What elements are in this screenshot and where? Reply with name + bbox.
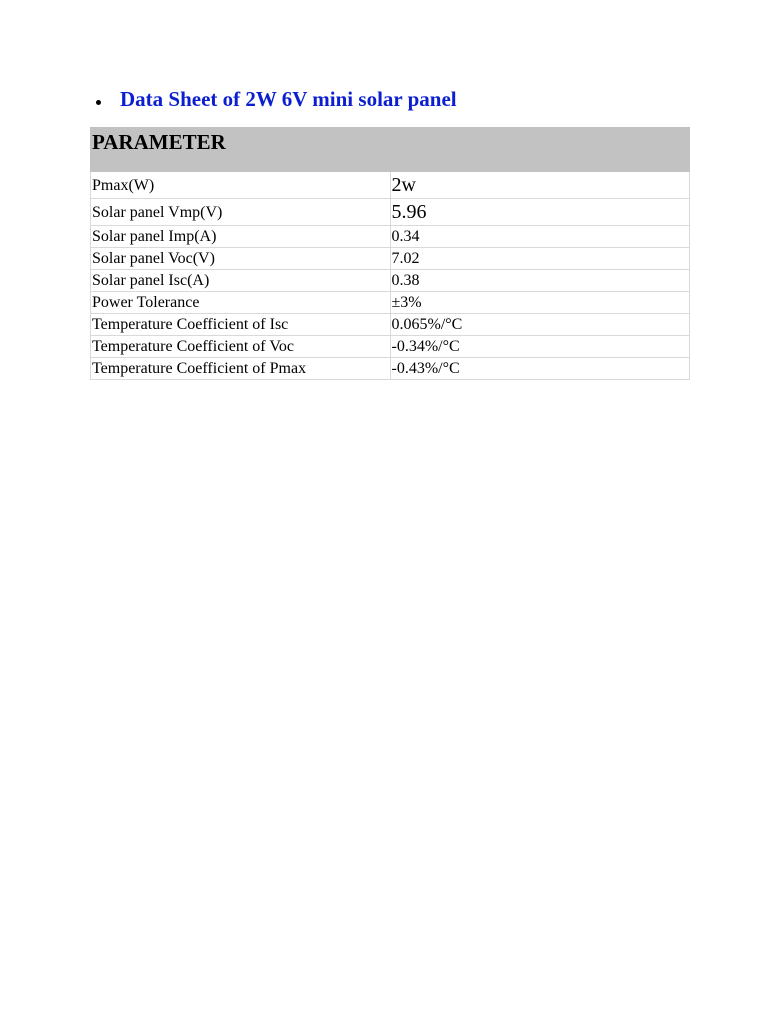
value-cell: 0.34 bbox=[390, 226, 690, 248]
table-row bbox=[91, 226, 690, 248]
table-header-cell: PARAMETER bbox=[91, 128, 690, 172]
table-row bbox=[91, 199, 690, 226]
parameter-cell: Pmax(W) bbox=[91, 172, 391, 199]
table-row bbox=[91, 248, 690, 270]
parameter-cell: Solar panel Imp(A) bbox=[91, 226, 391, 248]
bullet-icon bbox=[96, 100, 101, 105]
value-cell: -0.34%/°C bbox=[390, 336, 690, 358]
spec-table bbox=[90, 127, 690, 380]
parameter-cell: Temperature Coefficient of Isc bbox=[91, 314, 391, 336]
table-row bbox=[91, 314, 690, 336]
parameter-cell: Temperature Coefficient of Pmax bbox=[91, 358, 391, 380]
value-cell: 0.065%/°C bbox=[390, 314, 690, 336]
value-cell: ±3% bbox=[390, 292, 690, 314]
heading-list-item bbox=[96, 84, 457, 114]
datasheet-title-link[interactable]: Data Sheet of 2W 6V mini solar panel bbox=[120, 86, 457, 111]
parameter-cell: Solar panel Isc(A) bbox=[91, 270, 391, 292]
table-row bbox=[91, 270, 690, 292]
table-row bbox=[91, 358, 690, 380]
table-header-row bbox=[91, 128, 690, 172]
table-row bbox=[91, 172, 690, 199]
parameter-cell: Solar panel Vmp(V) bbox=[91, 199, 391, 226]
value-cell: 2w bbox=[390, 172, 690, 199]
table-row bbox=[91, 292, 690, 314]
value-cell: 5.96 bbox=[390, 199, 690, 226]
value-cell: 7.02 bbox=[390, 248, 690, 270]
value-cell: -0.43%/°C bbox=[390, 358, 690, 380]
value-cell: 0.38 bbox=[390, 270, 690, 292]
table-row bbox=[91, 336, 690, 358]
parameter-cell: Power Tolerance bbox=[91, 292, 391, 314]
parameter-cell: Temperature Coefficient of Voc bbox=[91, 336, 391, 358]
parameter-cell: Solar panel Voc(V) bbox=[91, 248, 391, 270]
